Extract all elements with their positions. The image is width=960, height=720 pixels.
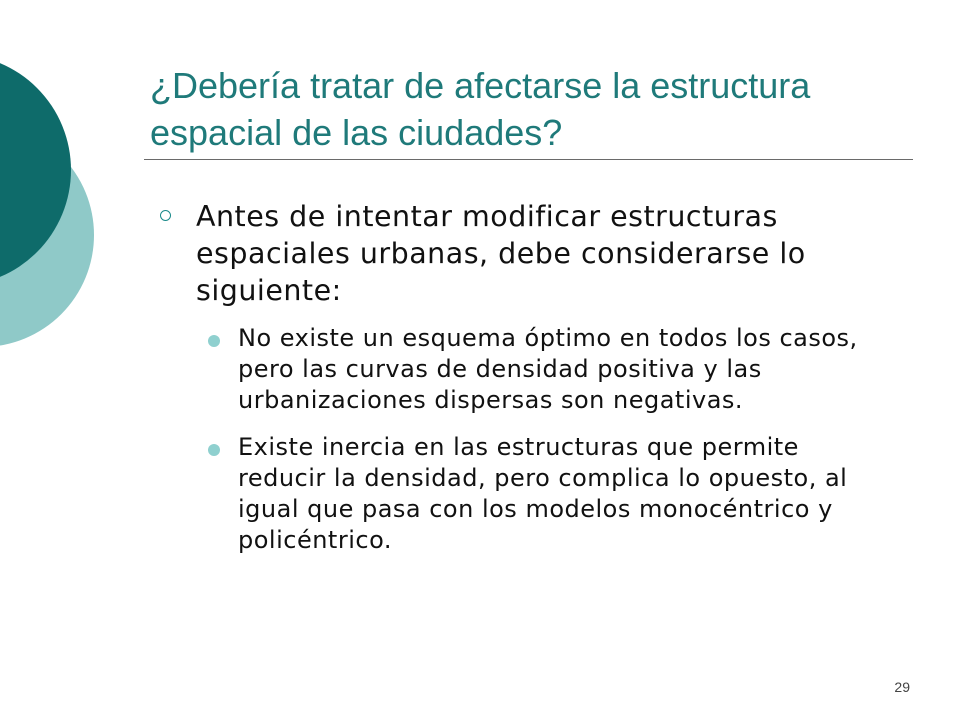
- filled-bullet-icon: [208, 444, 220, 456]
- bullet-item: [160, 198, 920, 309]
- decorative-circles: [0, 0, 120, 420]
- sub-bullet-item: [208, 432, 888, 556]
- slide-number: 29: [894, 679, 910, 695]
- title-divider: [144, 159, 913, 160]
- bullet-text: Antes de intentar modificar estructuras espaciales urbanas, debe considerarse lo siguiente:: [196, 200, 806, 307]
- sub-bullet-list: [208, 323, 888, 556]
- sub-bullet-item: [208, 323, 888, 416]
- sub-bullet-text: No existe un esquema óptimo en todos los casos, pero las curvas de densidad positiva y las urbanizaciones dispersas son negativas.: [238, 324, 858, 414]
- sub-bullet-text: Existe inercia en las estructuras que permite reducir la densidad, pero complica lo opuesto, al igual que pasa con los modelos monocéntrico y policéntrico.: [238, 433, 848, 554]
- filled-bullet-icon: [208, 335, 220, 347]
- slide-title: ¿Debería tratar de afectarse la estructura espacial de las ciudades?: [150, 65, 811, 153]
- slide-content: [160, 198, 920, 558]
- hollow-bullet-icon: [160, 210, 171, 221]
